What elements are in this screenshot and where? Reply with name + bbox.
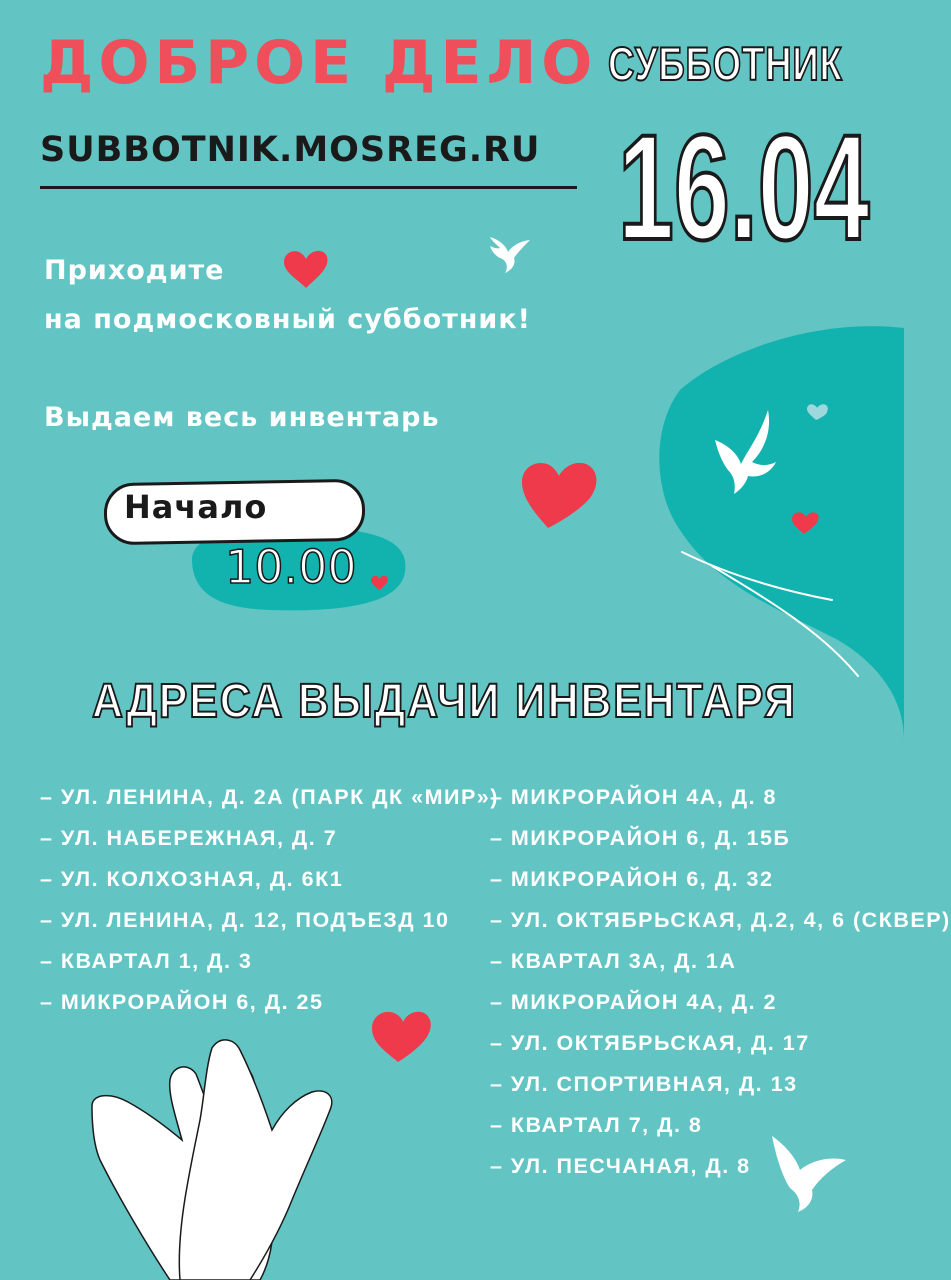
list-item: – КВАРТАЛ 7, Д. 8 bbox=[490, 1113, 703, 1137]
list-item: – МИКРОРАЙОН 4А, Д. 8 bbox=[490, 785, 778, 809]
list-item: – УЛ. СПОРТИВНАЯ, Д. 13 bbox=[490, 1072, 798, 1096]
list-item: – УЛ. ПЕСЧАНАЯ, Д. 8 bbox=[490, 1154, 751, 1178]
website-link[interactable]: SUBBOTNIK.MOSREG.RU bbox=[40, 130, 541, 170]
list-item: – КВАРТАЛ 1, Д. 3 bbox=[40, 949, 253, 973]
invite-line-1: Приходите bbox=[44, 255, 225, 286]
list-item: – УЛ. ЛЕНИНА, Д. 2А (ПАРК ДК «МИР») bbox=[40, 785, 499, 809]
addresses-title: АДРЕСА ВЫДАЧИ ИНВЕНТАРЯ bbox=[92, 675, 797, 728]
address-list-right bbox=[490, 783, 951, 1193]
list-item: – МИКРОРАЙОН 6, Д. 15Б bbox=[490, 826, 791, 850]
list-item: – УЛ. НАБЕРЕЖНАЯ, Д. 7 bbox=[40, 826, 338, 850]
list-item: – МИКРОРАЙОН 6, Д. 25 bbox=[40, 990, 324, 1014]
poster-title: ДОБРОЕ ДЕЛО bbox=[40, 28, 598, 98]
list-item: – УЛ. ОКТЯБРЬСКАЯ, Д.2, 4, 6 (СКВЕР) bbox=[490, 908, 951, 932]
list-item: – МИКРОРАЙОН 4А, Д. 2 bbox=[490, 990, 778, 1014]
list-item: – КВАРТАЛ 3А, Д. 1А bbox=[490, 949, 737, 973]
address-list-left bbox=[40, 783, 499, 1029]
start-time: 10.00 bbox=[225, 540, 357, 594]
right-hand bbox=[179, 1040, 331, 1280]
website-underline bbox=[40, 186, 577, 189]
list-item: – УЛ. КОЛХОЗНАЯ, Д. 6К1 bbox=[40, 867, 344, 891]
start-label: Начало bbox=[124, 488, 268, 526]
invite-line-2: на подмосковный субботник! bbox=[44, 304, 531, 335]
event-date: 16.04 bbox=[618, 103, 870, 271]
inventory-note: Выдаем весь инвентарь bbox=[44, 402, 440, 433]
poster-subtitle: СУББОТНИК bbox=[608, 37, 843, 90]
list-item: – УЛ. ОКТЯБРЬСКАЯ, Д. 17 bbox=[490, 1031, 810, 1055]
list-item: – МИКРОРАЙОН 6, Д. 32 bbox=[490, 867, 774, 891]
list-item: – УЛ. ЛЕНИНА, Д. 12, ПОДЪЕЗД 10 bbox=[40, 908, 450, 932]
